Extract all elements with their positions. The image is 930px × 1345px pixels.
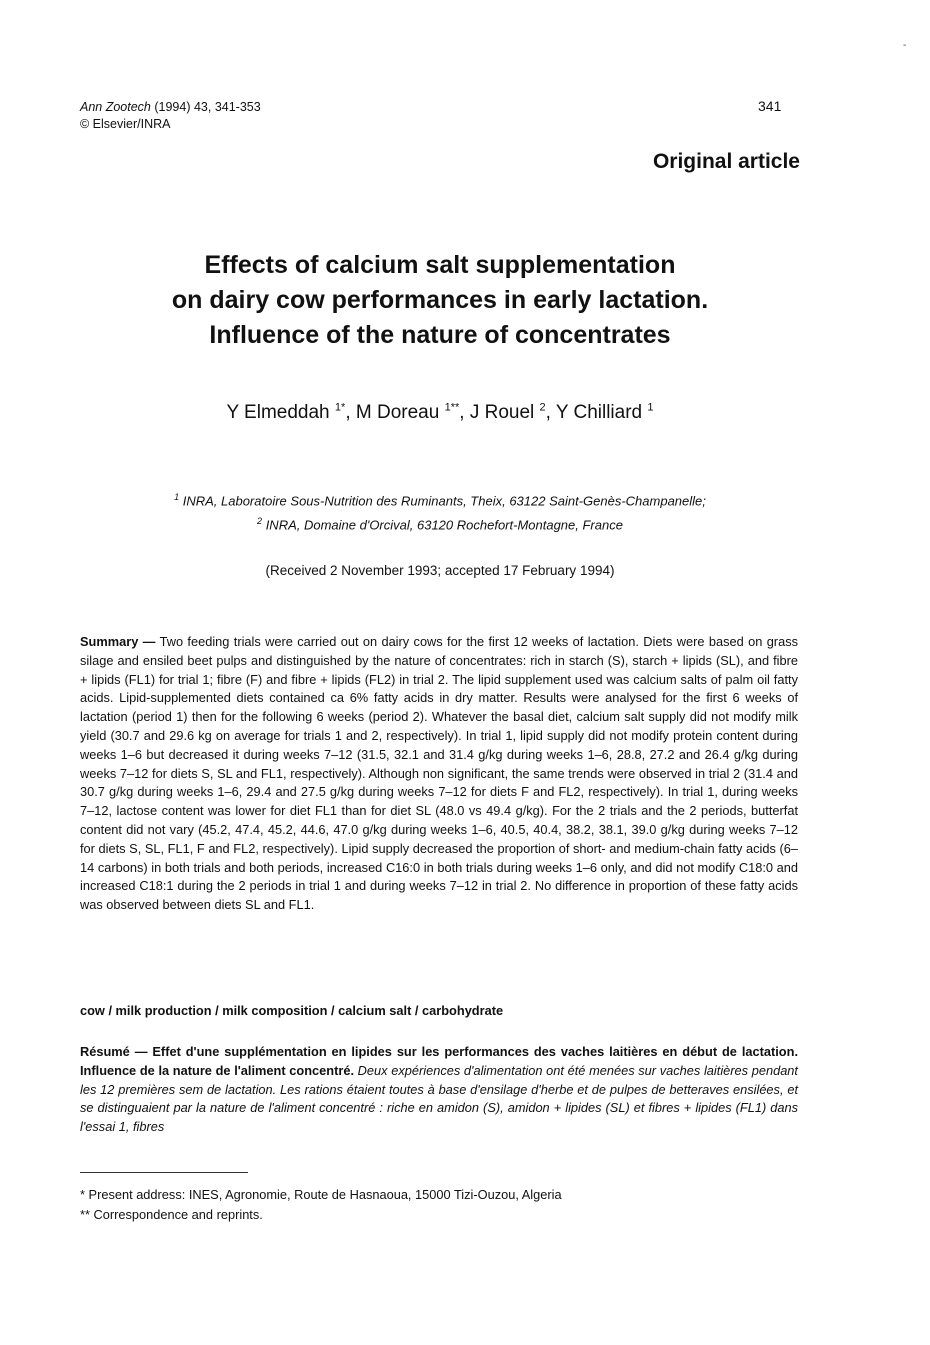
resume-paragraph bbox=[80, 1043, 798, 1137]
author-mark: 2 bbox=[539, 402, 546, 414]
article-title bbox=[80, 248, 800, 353]
running-header bbox=[80, 99, 261, 133]
summary-text: Two feeding trials were carried out on dairy cows for the first 12 weeks of lactation. Diets were based on grass silage and ensiled beet pulps and distinguished by the nature of concentrates: rich in starch (S), starch + lipids (SL), and fibre + lipids (FL1) for trial 1; fibre (F) and fibre + lipids (FL2) in trial 2. The lipid supplement used was calcium salts of palm oil fatty acids. Lipid-supplemented diets contained ca 6% fatty acids in dry matter. Results were analysed for the first 6 weeks of lactation (period 1) then for the following 6 weeks (period 2). Whatever the basal diet, calcium salt supply did not modify milk yield (30.7 and 29.6 kg on average for trials 1 and 2, respectively). In trial 1, lipid supply did not modify protein content during weeks 1–6 but decreased it during weeks 7–12 (31.5, 32.1 and 31.4 g/kg during weeks 1–6, 28.8, 27.2 and 26.4 g/kg during weeks 7–12 for diets S, SL and FL1, respectively). Although non significant, the same trends were observed in trial 2 (31.4 and 30.7 g/kg during weeks 1–6, 29.4 and 27.5 g/kg during weeks 7–12 for diets F and FL2, respectively). In trial 1, during weeks 7–12, lactose content was lower for diet FL1 than for diet SL (48.0 vs 49.4 g/kg). For the 2 trials and the 2 periods, butterfat content did not vary (45.2, 47.4, 45.2, 44.6, 47.0 g/kg during weeks 1–6, 40.5, 40.4, 38.2, 38.1, 39.0 g/kg during weeks 7–12 for diets S, SL, FL1, F and FL2, respectively). Lipid supply decreased the proportion of short- and medium-chain fatty acids (6–14 carbons) in both trials and both periods, increased C16:0 in both trials during weeks 1–6 only, and did not modify C18:0 and increased C18:1 during the 2 periods in trial 1 and during weeks 7–12 in trial 2. No difference in proportion of these fatty acids was observed between diets SL and FL1. bbox=[80, 634, 798, 913]
resume-text: Deux expériences d'alimentation ont été menées sur vaches laitières pendant les 12 premières sem de lactation. Les rations étaient toutes à base d'ensilage d'herbe et de pulpes de betteraves ensilées, et se distinguaient par la nature de l'aliment concentré : riche en amidon (S), amidon + lipides (SL) et fibres + lipides (FL1) dans l'essai 1, fibres bbox=[80, 1062, 798, 1135]
keywords: cow / milk production / milk composition / calcium salt / carbohydrate bbox=[80, 1003, 504, 1018]
citation-line bbox=[80, 99, 261, 116]
affiliation: $^2$ INRA, Domaine d'Orcival, 63120 Rochefort-Montagne, France bbox=[257, 516, 623, 533]
scan-edge-mark: - bbox=[903, 40, 907, 51]
citation-details: (1994) 43, 341-353 bbox=[150, 100, 261, 114]
journal-name: Ann Zootech bbox=[80, 100, 151, 114]
author: J Rouel $^2$, bbox=[469, 402, 556, 424]
author-mark: 1 bbox=[647, 402, 654, 414]
resume-heading: Résumé — Effet d'une supplémentation en lipides sur les performances des vaches laitières en début de lactation. Influence de la nature de l'aliment concentré. bbox=[80, 1044, 798, 1078]
title-line-2: on dairy cow performances in early lactation. bbox=[171, 286, 709, 314]
author: Y Elmeddah $^{1*}$, bbox=[226, 402, 356, 424]
footnote: ** Correspondence and reprints. bbox=[80, 1207, 263, 1222]
summary-heading: Summary — bbox=[80, 634, 156, 649]
author: Y Chilliard $^1$ bbox=[555, 402, 654, 424]
title-line-3: Influence of the nature of concentrates bbox=[209, 321, 671, 349]
footnotes bbox=[80, 1185, 562, 1225]
affiliation: $^1$ INRA, Laboratoire Sous-Nutrition des Ruminants, Theix, 63122 Saint-Genès-Champanelle; bbox=[174, 492, 706, 509]
author-list bbox=[80, 402, 800, 424]
author-mark: 1* bbox=[334, 402, 346, 414]
footnote: * Present address: INES, Agronomie, Route de Hasnaoua, 15000 Tizi-Ouzou, Algeria bbox=[80, 1187, 562, 1202]
title-line-1: Effects of calcium salt supplementation bbox=[204, 251, 676, 279]
affiliation-mark: 1 bbox=[174, 492, 180, 502]
received-dates: (Received 2 November 1993; accepted 17 February 1994) bbox=[265, 563, 615, 578]
author-mark: 1** bbox=[444, 402, 460, 414]
affiliation-mark: 2 bbox=[257, 516, 263, 527]
page-number: 341 bbox=[758, 98, 782, 114]
article-type: Original article bbox=[652, 150, 800, 173]
footnote-divider bbox=[80, 1172, 248, 1173]
summary-paragraph bbox=[80, 633, 798, 915]
publisher-line: © Elsevier/INRA bbox=[80, 117, 171, 131]
affiliations bbox=[80, 487, 800, 536]
author: M Doreau $^{1**}$, bbox=[355, 402, 470, 424]
